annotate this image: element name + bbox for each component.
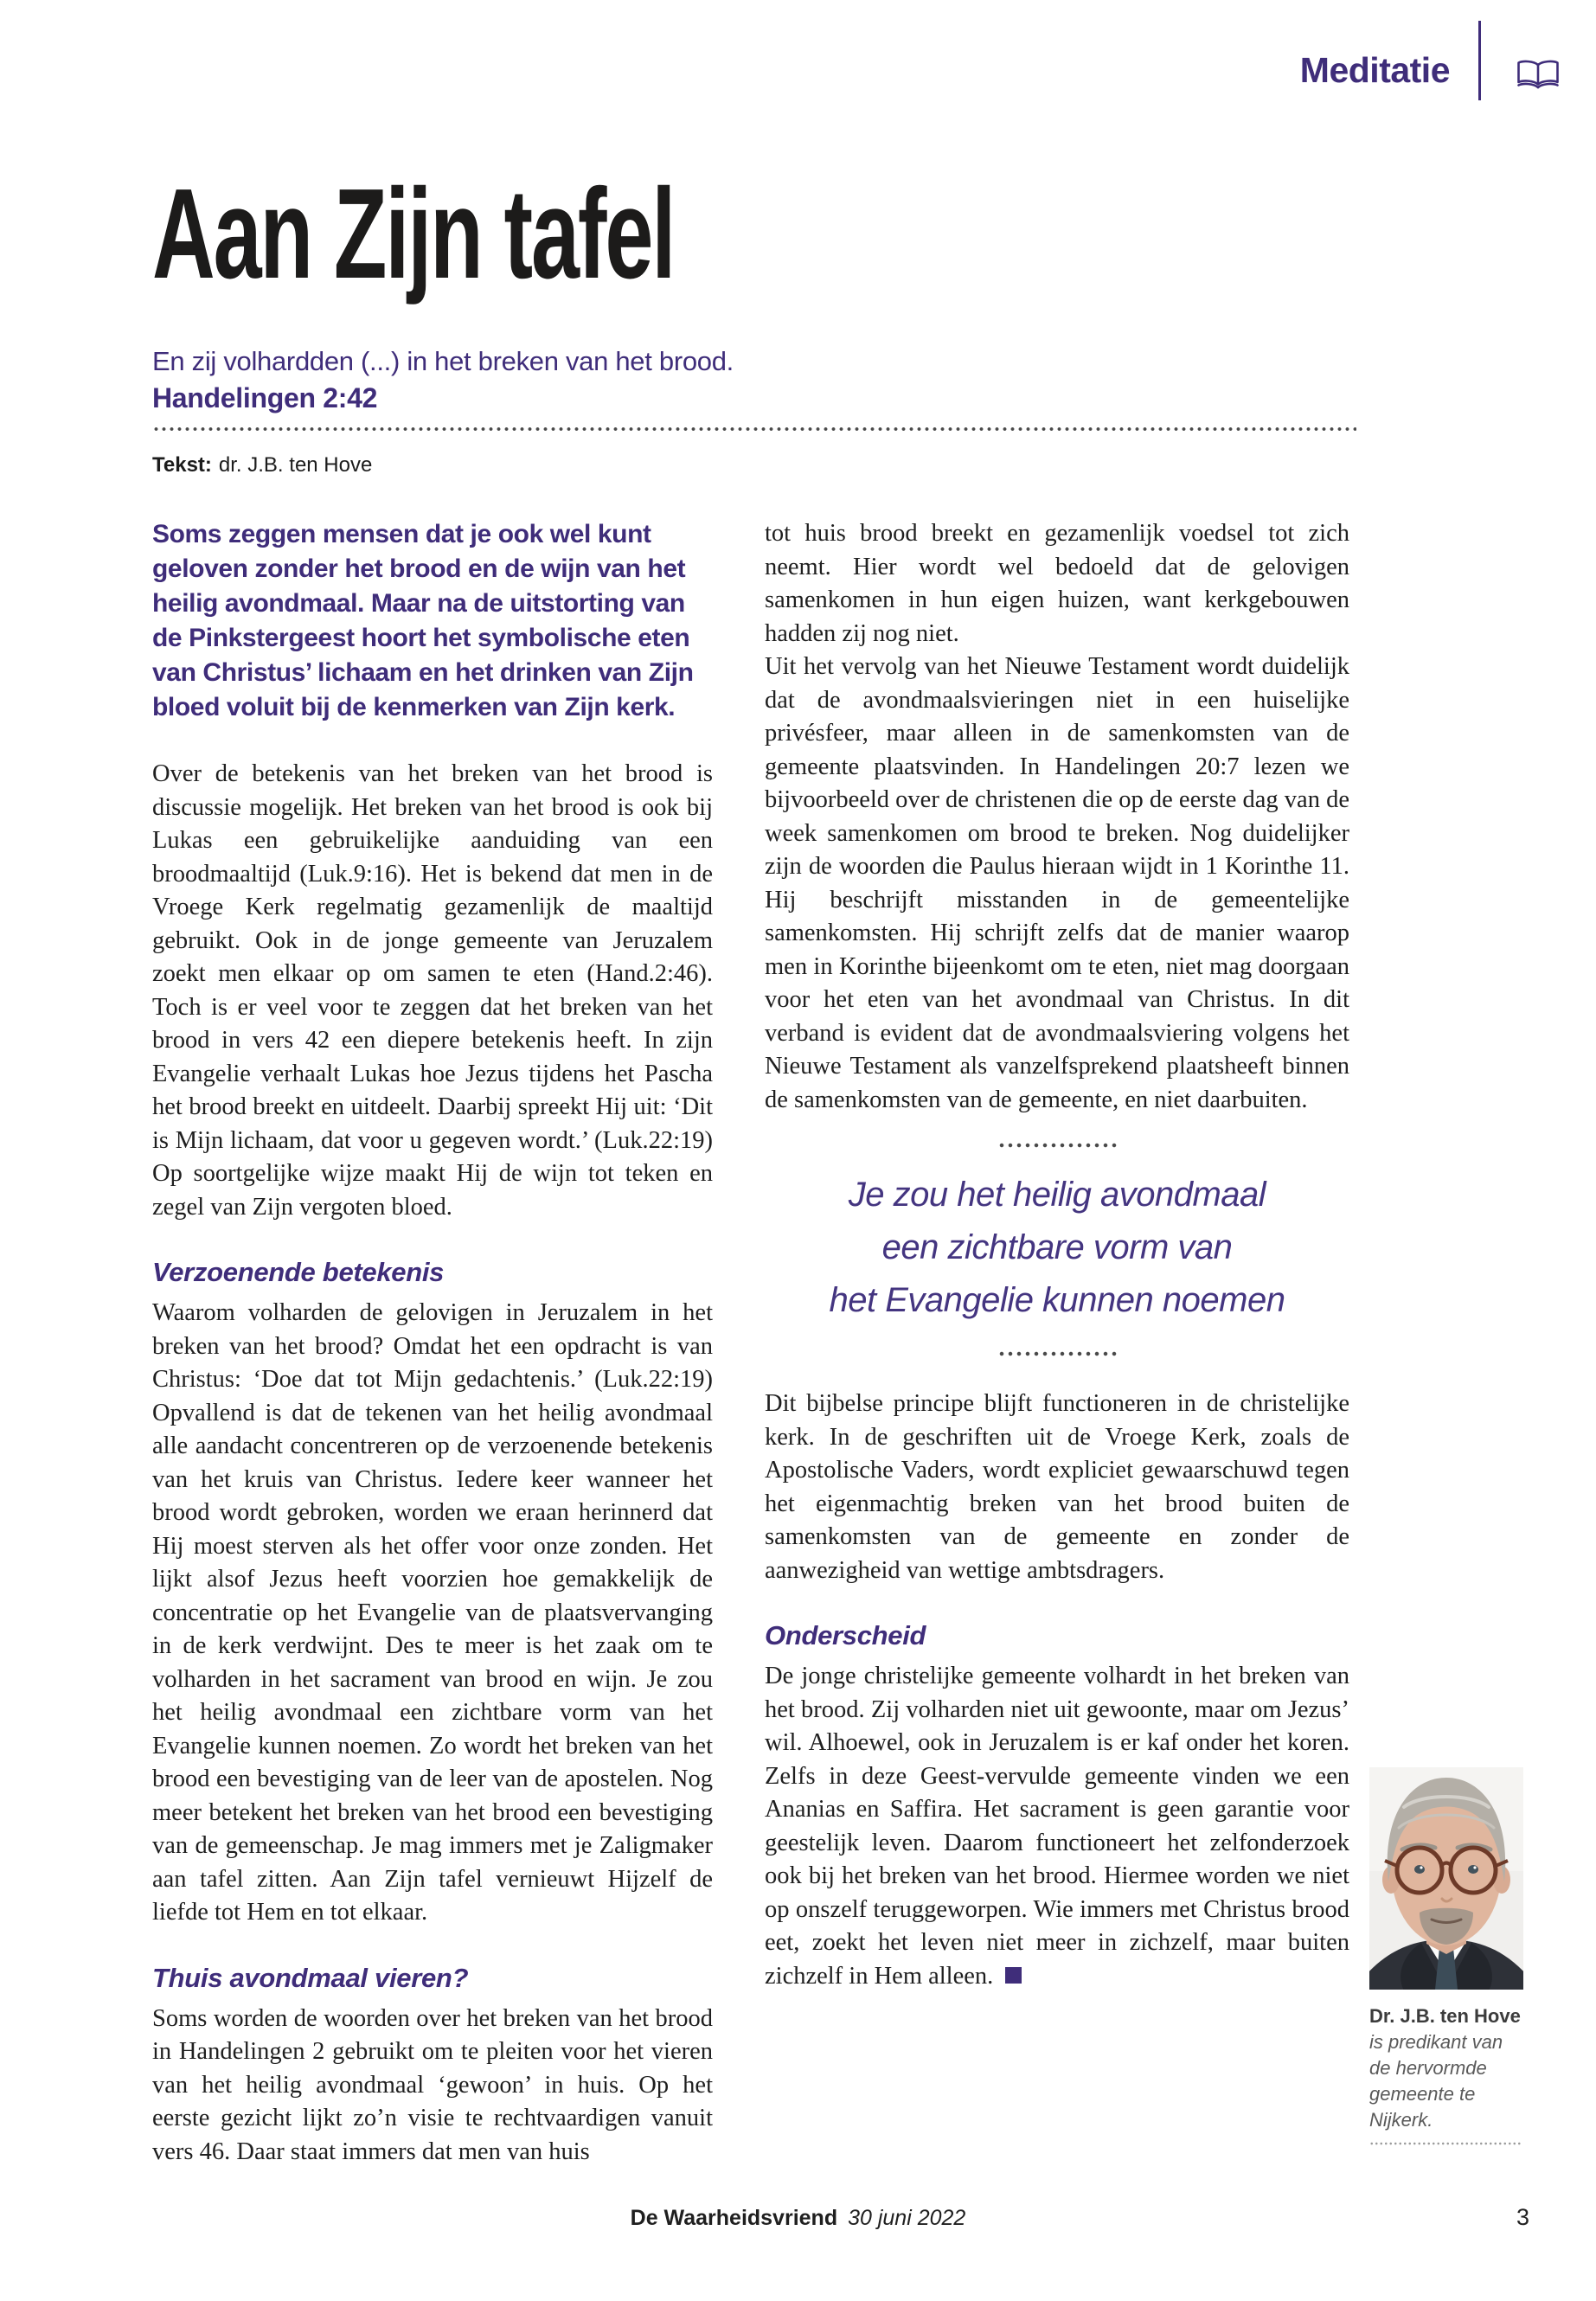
- paragraph: Soms worden de woorden over het breken van het brood in Handelingen 2 gebruikt om te pleiten voor het vieren van het heilig avondmaal ‘gewoon’ in huis. Op het eerste gezicht lijkt zo’n visie te rechtvaardigen vanuit vers 46. Daar staat immers dat men van huis: [152, 2004, 713, 2165]
- article-title: Aan Zijn tafel: [152, 163, 675, 305]
- pull-quote-line: een zichtbare vorm van: [881, 1228, 1233, 1266]
- right-column: [765, 517, 1349, 2169]
- author-bio: is predikant van de hervormde gemeente te Nijkerk.: [1369, 2031, 1503, 2131]
- pull-quote-line: Je zou het heilig avondmaal: [848, 1176, 1266, 1214]
- paragraph-text: De jonge christelijke gemeente volhardt in het breken van het brood. Zij volharden niet uit gewoonte, maar om Jezus’ wil. Alhoewel, ook in Jeruzalem is er kaf onder het koren. Zelfs in deze Geest-vervulde gemeente vinden we een Ananias en Saffira. Het sacrament is geen garantie voor geestelijk leven. Daarom functioneert het zelfonderzoek ook bij het breken van het brood. Hiermee worden we niet op onszelf teruggeworpen. Wie immers met Christus brood eet, zoekt het leven niet meer in zichzelf, maar buiten zichzelf in Hem alleen.: [765, 1663, 1349, 1990]
- paragraph-last: [765, 1660, 1349, 1993]
- byline: [152, 453, 372, 478]
- paragraph: Uit het vervolg van het Nieuwe Testament wordt duidelijk dat de avondmaalsvieringen niet in een huiselijke privésfeer, maar alleen in de samenkomsten van de gemeente plaatsvinden. In Handelingen 20:7 lezen we bijvoorbeeld over de christenen die op de eerste dag van de week samenkomen om brood te breken. Nog duidelijker zijn de woorden die Paulus hieraan wijdt in 1 Korinthe 11. Hij beschrijft misstanden in de gemeentelijke samenkomsten. Hij schrijft zelfs dat de manier waarop men in Korinthe bijeenkomt om te eten, niet mag doorgaan voor het eten van het avondmaal van Christus. In dit verband is evident dat de avondmaalsviering volgens het Nieuwe Testament als vanzelfsprekend plaatsheeft binnen de samenkomsten van de gemeente, en niet daarbuiten.: [765, 653, 1349, 1113]
- pull-quote-line: het Evangelie kunnen noemen: [829, 1281, 1285, 1319]
- paragraph: Over de betekenis van het breken van het brood is discussie mogelijk. Het breken van het brood is ook bij Lukas een gebruikelijke aanduiding van een broodmaaltijd (Luk.9:16). Het is bekend dat men in de Vroege Kerk regelmatig gezamenlijk de maaltijd gebruikt. Ook in de jonge gemeente van Jeruzalem zoekt men elkaar op om samen te eten (Hand.2:46). Toch is er veel voor te zeggen dat het breken van het brood in vers 42 een diepere betekenis heeft. In zijn Evangelie verhaalt Lukas hoe Jezus tijdens het Pascha het brood breekt en uitdeelt. Daarbij spreekt Hij uit: ‘Dit is Mijn lichaam, dat voor u gegeven wordt.’ (Luk.22:19) Op soortgelijke wijze maakt Hij de wijn tot teken en zegel van Zijn vergoten bloed.: [152, 760, 713, 1221]
- left-column: [152, 517, 713, 2169]
- article-body: [152, 517, 1349, 2169]
- subheading-thuis-avondmaal-vieren: Thuis avondmaal vieren?: [152, 1962, 469, 1993]
- footer: [0, 2206, 1596, 2231]
- author-name: Dr. J.B. ten Hove: [1369, 2005, 1521, 2027]
- subheading-onderscheid: Onderscheid: [765, 1620, 926, 1650]
- paragraph: Waarom volharden de gelovigen in Jeruzalem in het breken van het brood? Omdat het een opdracht is van Christus: ‘Doe dat tot Mijn gedachtenis.’ (Luk.22:19) Opvallend is dat de tekenen van het heilig avondmaal alle aandacht concentreren op de verzoenende betekenis van het kruis van Christus. Iedere keer wanneer het brood wordt gebroken, worden we eraan herinnerd dat Hij moest sterven als het offer voor onze zonden. Het lijkt alsof Jezus heeft voorzien hoe gemakkelijk de concentratie op het Evangelie van de plaatsvervanging in de kerk verdwijnt. Des te meer is het zaak om te volharden in het sacrament van brood en wijn. Je zou het heilig avondmaal een zichtbare vorm van het Evangelie kunnen noemen. Zo wordt het breken van het brood een bevestiging van de leer van de apostelen. Nog meer betekent het breken van het brood een bevestiging van de gemeenschap. Je mag immers met je Zaligmaker aan tafel zitten. Aan Zijn tafel vernieuwt Hijzelf de liefde tot Hem en tot elkaar.: [152, 1299, 713, 1926]
- byline-author: dr. J.B. ten Hove: [218, 453, 373, 477]
- header-divider: [1478, 21, 1481, 100]
- end-of-article-mark: [1005, 1967, 1022, 1984]
- author-photo: [1369, 1767, 1523, 1990]
- magazine-name: De Waarheidsvriend: [630, 2206, 838, 2230]
- verse-text: En zij volhardden (...) in het breken van het brood.: [152, 346, 734, 376]
- quote-dots-bottom: [997, 1351, 1117, 1356]
- intro-paragraph: Soms zeggen mensen dat je ook wel kunt geloven zonder het brood en de wijn van het heilig avondmaal. Maar na de uitstorting van de Pinkstergeest hoort het symbolische eten van Christus’ lichaam en het drinken van Zijn bloed voluit bij de kenmerken van Zijn kerk.: [152, 520, 694, 721]
- header-dotted-divider: [152, 426, 1356, 432]
- verse-reference: Handelingen 2:42: [152, 382, 378, 413]
- author-box: [1369, 1767, 1523, 2145]
- caption-dotted-divider: [1369, 2142, 1522, 2145]
- paragraph: tot huis brood breekt en gezamenlijk voedsel tot zich neemt. Hier wordt wel bedoeld dat de gelovigen samenkomen in hun eigen huizen, want kerkgebouwen hadden zij nog niet.: [765, 520, 1349, 647]
- page-number: 3: [1516, 2204, 1529, 2230]
- section-category: Meditatie: [1299, 50, 1450, 90]
- subheading-verzoenende-betekenis: Verzoenende betekenis: [152, 1257, 445, 1287]
- paragraph: Dit bijbelse principe blijft functioneren in de christelijke kerk. In de geschriften uit de Vroege Kerk, zoals de Apostolische Vaders, wordt expliciet gewaarschuwd tegen het eigenmachtig breken van het brood buiten de samenkomsten van de gemeente en zonder de aanwezigheid van wettige ambtsdragers.: [765, 1390, 1349, 1584]
- issue-date: 30 juni 2022: [848, 2206, 966, 2230]
- open-book-icon: [1516, 59, 1561, 90]
- byline-label: Tekst:: [152, 453, 212, 477]
- pull-quote: [765, 1143, 1349, 1356]
- quote-dots-top: [997, 1143, 1117, 1148]
